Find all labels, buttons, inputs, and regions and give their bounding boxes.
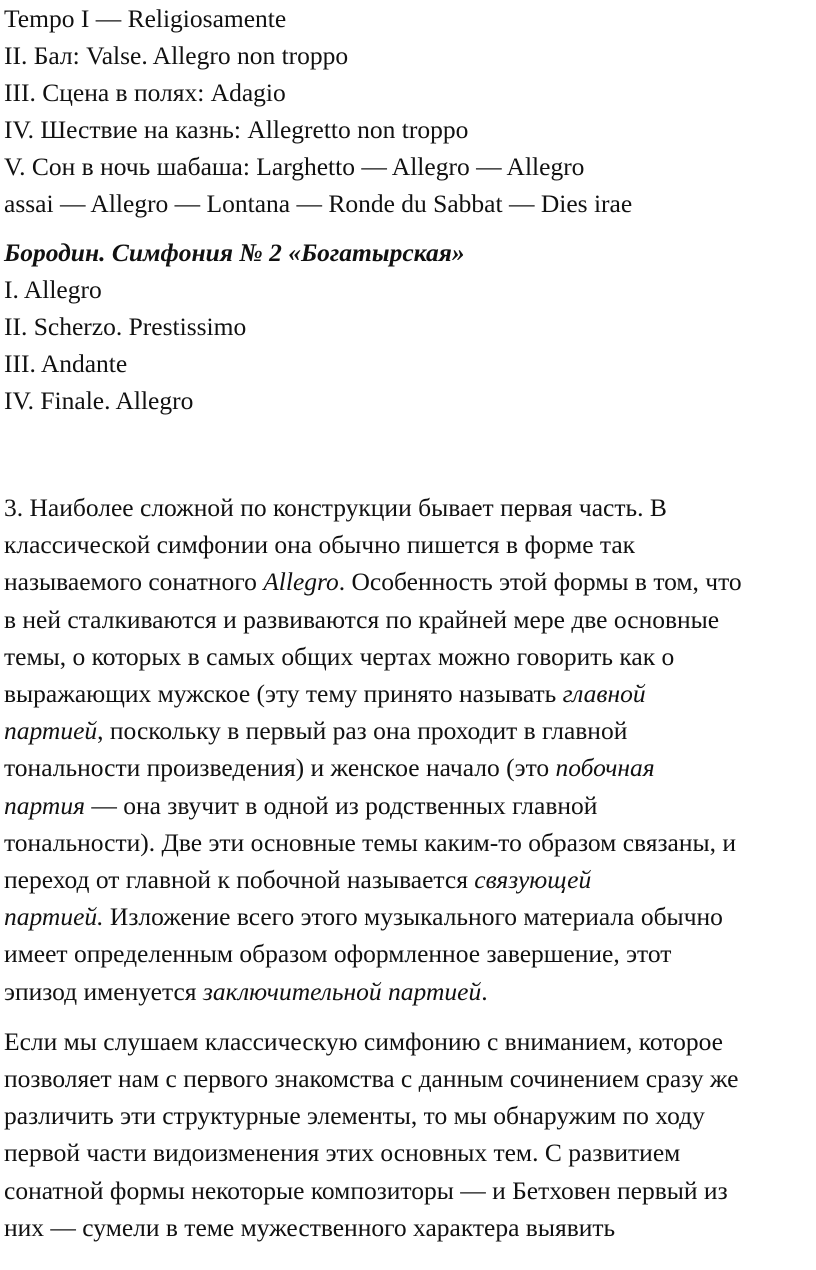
- text-line: Если мы слушаем классическую симфонию с вниманием, которое: [4, 1026, 723, 1056]
- document-page: [4, 0, 812, 1246]
- text-line: них — сумели в теме мужественного характера выявить: [4, 1212, 616, 1242]
- text-span: . Особенность этой формы в том, что: [338, 567, 742, 597]
- movement-line: III. Сцена в полях: Adagio: [4, 78, 286, 107]
- italic-term: партией.: [4, 902, 104, 932]
- text-line: [4, 712, 812, 749]
- text-line: классической симфонии она обычно пишется в форме так: [4, 530, 636, 560]
- text-line: [4, 787, 812, 824]
- movement-line: V. Сон в ночь шабаша: Larghetto — Allegro — Allegro: [4, 152, 585, 181]
- movement-line: II. Бал: Valse. Allegro non troppo: [4, 41, 349, 70]
- text-span: эпизод именуется: [4, 976, 203, 1006]
- spacer: [4, 419, 812, 489]
- italic-term: заключительной партией: [202, 976, 482, 1006]
- italic-term: партия: [4, 790, 85, 820]
- text-span: переход от главной к побочной называется: [4, 865, 475, 895]
- borodin-heading: Бородин. Симфония № 2 «Богатырская»: [4, 238, 465, 267]
- movement-line: IV. Шествие на казнь: Allegretto non troppo: [4, 115, 469, 144]
- movement-line: Tempo I — Religiosamente: [4, 4, 287, 33]
- text-line: в ней сталкиваются и развиваются по крайней мере две основные: [4, 604, 720, 634]
- italic-term: главной: [562, 679, 646, 709]
- movement-line: I. Allegro: [4, 275, 102, 304]
- italic-term: связующей: [474, 865, 592, 895]
- italic-term: Allegro: [263, 567, 339, 597]
- movement-line: assai — Allegro — Lontana — Ronde du Sabbat — Dies irae: [4, 189, 633, 218]
- text-span: .: [481, 976, 488, 1006]
- text-line: [4, 973, 812, 1010]
- text-line: различить эти структурные элементы, то мы обнаружим по ходу: [4, 1101, 705, 1131]
- text-span: , поскольку в первый раз она проходит в главной: [97, 716, 628, 746]
- paragraph-listening: [4, 1023, 812, 1246]
- text-span: — она звучит в одной из родственных главной: [84, 790, 598, 820]
- text-line: 3. Наиболее сложной по конструкции бывает первая часть. В: [4, 493, 667, 522]
- text-line: темы, о которых в самых общих чертах можно говорить как о: [4, 641, 675, 671]
- movement-line: III. Andante: [4, 349, 128, 378]
- text-line: [4, 749, 812, 786]
- movement-line: II. Scherzo. Prestissimo: [4, 312, 247, 341]
- movement-line: IV. Finale. Allegro: [4, 386, 194, 415]
- text-span: Изложение всего этого музыкального материала обычно: [103, 902, 723, 932]
- text-line: имеет определенным образом оформленное завершение, этот: [4, 939, 672, 969]
- text-span: тональности произведения) и женское начало (это: [4, 753, 556, 783]
- text-line: тональности). Две эти основные темы каким-то образом связаны, и: [4, 827, 737, 857]
- text-line: сонатной формы некоторые композиторы — и Бетховен первый из: [4, 1175, 728, 1205]
- text-line: [4, 563, 812, 600]
- borodin-movements-list: [4, 271, 812, 419]
- text-span: называемого сонатного: [4, 567, 264, 597]
- text-line: первой части видоизменения этих основных тем. С развитием: [4, 1138, 681, 1168]
- paragraph-sonata-form: [4, 489, 812, 1010]
- text-line: позволяет нам с первого знакомства с данным сочинением сразу же: [4, 1064, 739, 1094]
- italic-term: побочная: [555, 753, 655, 783]
- text-span: выражающих мужское (эту тему принято называть: [4, 679, 563, 709]
- berlioz-movements-list: [4, 0, 812, 222]
- text-line: [4, 898, 812, 935]
- text-line: [4, 675, 812, 712]
- text-line: [4, 861, 812, 898]
- italic-term: партией: [4, 716, 98, 746]
